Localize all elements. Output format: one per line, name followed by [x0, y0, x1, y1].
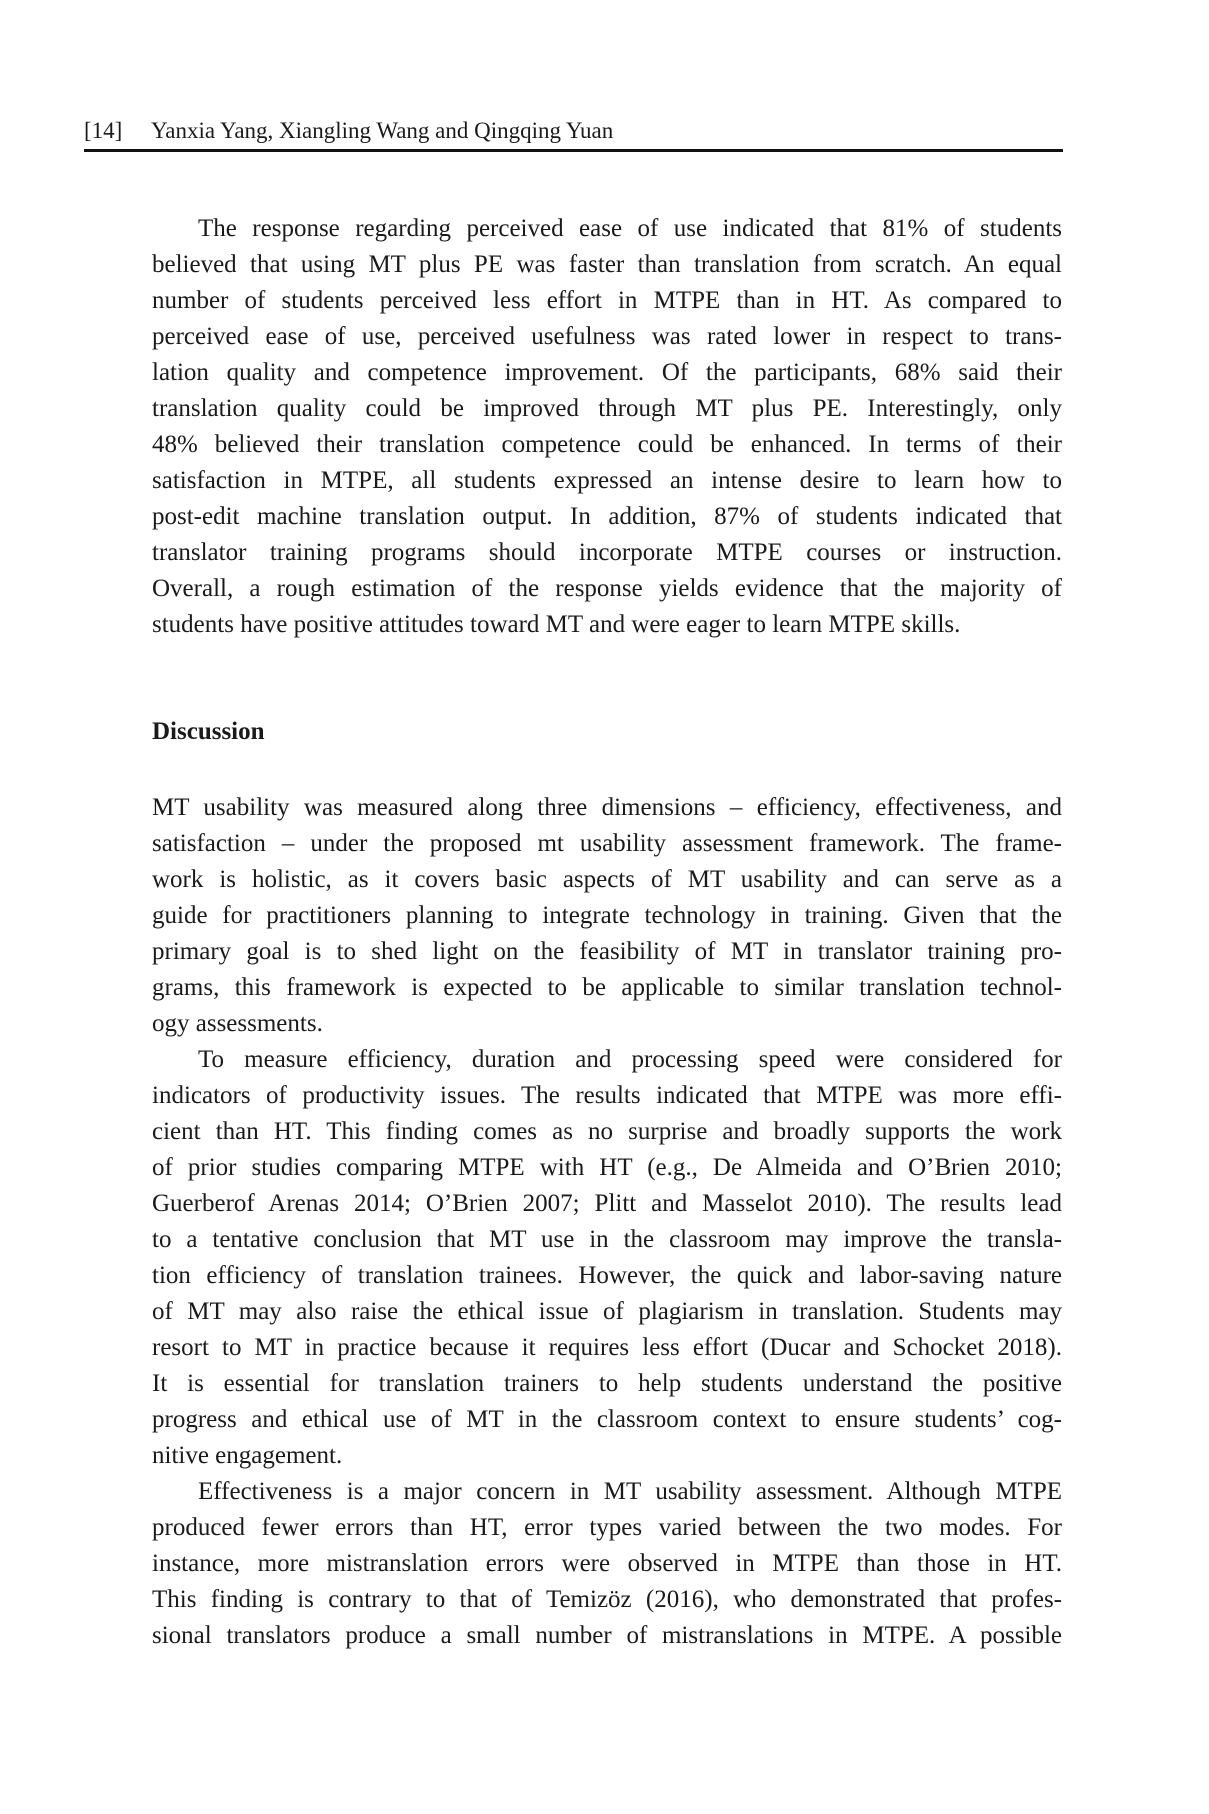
discussion-body — [152, 790, 1062, 1654]
text-line: MT usability was measured along three dimensions – efficiency, effectiveness, and — [152, 794, 1062, 821]
page-number: [14] — [84, 118, 123, 143]
text-line: Overall, a rough estimation of the response yields evidence that the majority of — [152, 575, 1062, 602]
text-line: number of students perceived less effort in MTPE than in HT. As compared to — [152, 287, 1062, 314]
text-line: indicators of productivity issues. The results indicated that MTPE was more effi- — [152, 1082, 1062, 1109]
text-line: nitive engagement. — [152, 1442, 343, 1469]
paragraph-effectiveness — [152, 1474, 1062, 1654]
header-rule — [84, 149, 1063, 152]
text-line: The response regarding perceived ease of use indicated that 81% of students — [198, 215, 1062, 242]
text-line: tion efficiency of translation trainees. However, the quick and labor-saving nature — [152, 1262, 1062, 1289]
running-header-authors: Yanxia Yang, Xiangling Wang and Qingqing Yuan — [151, 118, 614, 143]
text-line: post-edit machine translation output. In addition, 87% of students indicated that — [152, 503, 1062, 530]
text-line: resort to MT in practice because it requires less effort (Ducar and Schocket 2018). — [152, 1334, 1062, 1361]
text-line: primary goal is to shed light on the feasibility of MT in translator training pro- — [152, 938, 1062, 965]
running-header — [84, 116, 1063, 148]
text-line: of MT may also raise the ethical issue of plagiarism in translation. Students may — [152, 1298, 1062, 1325]
text-line: lation quality and competence improvement. Of the participants, 68% said their — [152, 359, 1062, 386]
section-heading-discussion: Discussion — [152, 718, 265, 745]
text-line: guide for practitioners planning to integrate technology in training. Given that the — [152, 902, 1062, 929]
text-line: grams, this framework is expected to be applicable to similar translation technol- — [152, 974, 1062, 1001]
text-line: Guerberof Arenas 2014; O’Brien 2007; Plitt and Masselot 2010). The results lead — [152, 1190, 1062, 1217]
text-line: instance, more mistranslation errors were observed in MTPE than those in HT. — [152, 1550, 1062, 1577]
text-line: translator training programs should incorporate MTPE courses or instruction. — [152, 539, 1062, 566]
text-line: to a tentative conclusion that MT use in the classroom may improve the transla- — [152, 1226, 1062, 1253]
text-line: of prior studies comparing MTPE with HT (e.g., De Almeida and O’Brien 2010; — [152, 1154, 1062, 1181]
text-line: Effectiveness is a major concern in MT usability assessment. Although MTPE — [198, 1478, 1062, 1505]
text-line: perceived ease of use, perceived usefulness was rated lower in respect to trans- — [152, 323, 1062, 350]
text-line: progress and ethical use of MT in the classroom context to ensure students’ cog- — [152, 1406, 1062, 1433]
text-line: ogy assessments. — [152, 1010, 323, 1037]
text-line: students have positive attitudes toward MT and were eager to learn MTPE skills. — [152, 611, 961, 638]
text-line: It is essential for translation trainers to help students understand the positive — [152, 1370, 1062, 1397]
text-line: believed that using MT plus PE was faster than translation from scratch. An equal — [152, 251, 1062, 278]
text-line: translation quality could be improved through MT plus PE. Interestingly, only — [152, 395, 1062, 422]
text-line: 48% believed their translation competence could be enhanced. In terms of their — [152, 431, 1062, 458]
text-line: This finding is contrary to that of Temizöz (2016), who demonstrated that profes- — [152, 1586, 1062, 1613]
paragraph-efficiency — [152, 1042, 1062, 1474]
text-line: To measure efficiency, duration and processing speed were considered for — [198, 1046, 1062, 1073]
text-line: work is holistic, as it covers basic aspects of MT usability and can serve as a — [152, 866, 1062, 893]
paragraph-framework — [152, 790, 1062, 1042]
text-line: cient than HT. This finding comes as no surprise and broadly supports the work — [152, 1118, 1062, 1145]
text-line: sional translators produce a small number of mistranslations in MTPE. A possible — [152, 1622, 1062, 1649]
text-line: produced fewer errors than HT, error types varied between the two modes. For — [152, 1514, 1062, 1541]
text-line: satisfaction – under the proposed mt usability assessment framework. The frame- — [152, 830, 1062, 857]
text-line: satisfaction in MTPE, all students expressed an intense desire to learn how to — [152, 467, 1062, 494]
paragraph-results-summary — [152, 211, 1062, 643]
